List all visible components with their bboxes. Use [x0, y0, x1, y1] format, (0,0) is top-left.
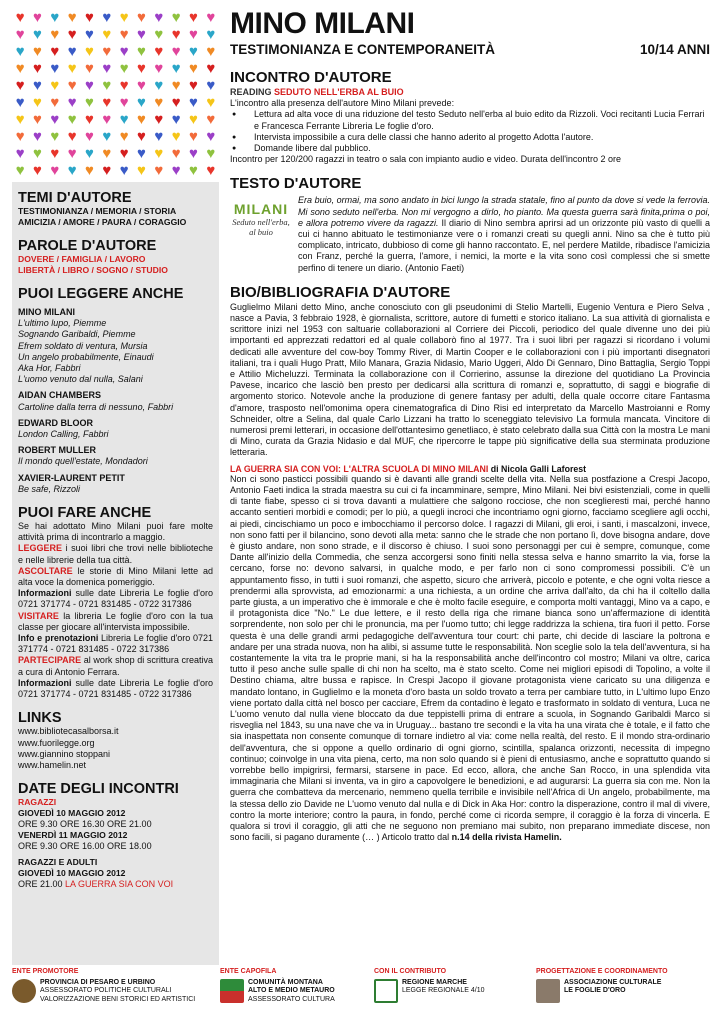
date-time: ORE 21.00: [18, 878, 63, 889]
guerra-author: di Nicola Galli Laforest: [488, 463, 587, 474]
heart-icon: ♥: [67, 111, 77, 128]
temi-heading: TEMI D'AUTORE: [18, 190, 132, 206]
fare-leggere: [18, 543, 213, 565]
footer-label: ENTE CAPOFILA: [220, 968, 277, 975]
testo-body: Il diario di Nino sembra aprirsi ad un orizzonte più vasto di quelli a cui ci hanno abituato le testimonianze vere o i romanzi creati su quegli anni. Nino sa che è tutto più complicato, intricato, dubbioso di come gli hanno raccontato. E, nel perdere Matilde, ribadisce l'amicizia con Franz, perché la guerra, l'amore, i nemici, la morte e la vita sono così complessi che si smette perfino di tenere un diario. (Antonio Faeti): [298, 217, 710, 273]
link-item[interactable]: www.hamelin.net: [18, 759, 87, 770]
heart-icon: ♥: [85, 111, 94, 128]
heart-icon: ♥: [137, 145, 146, 162]
main-column: [230, 8, 710, 843]
heart-icon: ♥: [102, 111, 112, 128]
heart-icon: ♥: [85, 10, 94, 26]
heart-icon: ♥: [206, 162, 216, 176]
heart-icon: ♥: [33, 128, 42, 145]
date-times: ORE 9.30 ORE 16.30 ORE 21.00: [18, 819, 152, 830]
heart-icon: ♥: [50, 128, 60, 145]
book-title: Cartoline dalla terra di nessuno, Fabbri: [18, 401, 174, 412]
fare-text: sulle date Libreria Le foglie d'oro 0721 371774 - 0721 831485 - 0722 317386: [18, 677, 213, 700]
province-emblem-icon: [12, 979, 36, 1003]
heart-icon: ♥: [50, 162, 60, 176]
incontro-intro: L'incontro alla presenza dell'autore Mino Milani prevede:: [230, 98, 455, 109]
fare-key: VISITARE: [18, 610, 59, 621]
heart-icon: ♥: [171, 77, 181, 94]
subtitle-row: [230, 42, 710, 57]
heart-icon: ♥: [33, 77, 42, 94]
heart-icon: ♥: [15, 162, 25, 176]
heart-icon: ♥: [189, 43, 198, 60]
incontro-heading: INCONTRO D'AUTORE: [230, 69, 392, 86]
fare-ascoltare: [18, 566, 213, 588]
heart-icon: ♥: [137, 111, 146, 128]
date-heading: DATE DEGLI INCONTRI: [18, 781, 179, 798]
heart-icon: ♥: [50, 60, 60, 77]
fare-info1: [18, 588, 213, 610]
heart-icon: ♥: [15, 94, 25, 111]
list-item: ● Intervista impossibile a cura delle classi che hanno aderito al progetto Adotta l'autore.: [254, 132, 710, 143]
testo-text: [298, 195, 710, 273]
date-day: VENERDÌ 11 MAGGIO 2012: [18, 830, 128, 841]
heart-icon: ♥: [33, 111, 42, 128]
heart-icon: ♥: [206, 26, 216, 43]
heart-icon: ♥: [171, 10, 181, 26]
heart-icon: ♥: [85, 128, 94, 145]
heart-icon: ♥: [154, 26, 164, 43]
fare-text: Libreria Le foglie d'oro 0721 371774 - 0721 831485 - 0722 317386: [18, 633, 213, 655]
heart-icon: ♥: [206, 60, 216, 77]
temi-line2: AMICIZIA / AMORE / PAURA / CORAGGIO: [18, 217, 187, 227]
temi-line1: TESTIMONIANZA / MEMORIA / STORIA: [18, 206, 177, 216]
fare-key: Informazioni: [18, 588, 72, 599]
book-title: Il mondo quell'estate, Mondadori: [18, 456, 148, 467]
parole-line2: LIBERTÀ / LIBRO / SOGNO / STUDIO: [18, 265, 168, 275]
heart-icon: ♥: [154, 10, 164, 26]
heart-icon: ♥: [154, 111, 164, 128]
testo-heading: TESTO D'AUTORE: [230, 175, 362, 193]
age-range: 10/14 ANNI: [639, 42, 710, 57]
bio-text: Guglielmo Milani detto Mino, anche conosciuto con gli pseudonimi di Stelio Martelli, Eugenio Ventura e Piero Selva , nasce a Pavia, 3 febbraio 1928, è giornalista, scrittore, autore di fumetti e storico italiano. La sua attività di giornalista e scrittore inizi nel 1953 con saltuarie collaborazioni al Corriere dei Piccoli, periodico del quale divenne uno dei più importanti ed apprezzati redattori ed al quale collaborò fino al 1977. Tra i suoi libri per ragazzi si ricordano i volumi dedicati alle avventure del cow-boy Tommy River, di Martin Cooper e le collaborazioni con i più importanti disegnatori italiani, tra i quali Hugo Pratt, Milo Manara, Grazia Nidasio, Mario Uggeri, Aldo Di Gennaro, Dino Battaglia, Sergio Toppi e Attilio Micheluzzi. Terminata la collaborazione con il Corrierino, assunse la direzione del quotidiano La Provincia Pavese, incarico che lasciò ben presto per dedicarsi alla scrittura di romanzi e, soprattutto, di saggi e biografie di argomento storico. Notevole anche la produzione di genere fantasy per adulti, della quale occorre citare Fantasma d'amore, trasposto nell'omonima opera cinematografica di Dino Risi ed interpretato da Marcello Mastroianni e Romy Schneider, oltre a Selina, dal quale Carlo Lizzani ha tratto lo sceneggiato televisivo La formula mancata. Vincitore di numerosi premi letterari, in occasione dell'ottantesimo genetliaco, è stato celebrato dalla sua Città con la mostra Le mani di Mino, curata da Grazia Nidasio e dal MUF, che ripercorre le tappe più significative della sua sterminata produzione letteraria.: [230, 301, 710, 458]
book-author: XAVIER-LAURENT PETIT: [18, 472, 125, 483]
heart-icon: ♥: [102, 43, 112, 60]
heart-icon: ♥: [137, 26, 146, 43]
book-logo: [230, 195, 292, 255]
footer-label: CON IL CONTRIBUTO: [374, 968, 447, 975]
heart-icon: ♥: [171, 128, 181, 145]
heart-icon: ♥: [33, 60, 42, 77]
heart-icon: ♥: [189, 111, 198, 128]
book-title: Aka Hor, Fabbri: [18, 363, 81, 374]
heart-icon: ♥: [50, 43, 60, 60]
heart-icon: ♥: [119, 26, 129, 43]
list-item: ● Lettura ad alta voce di una riduzione del testo Seduto nell'erba al buio edito da Rizzoli. Voci recitanti Lucia Ferrari e Francesca Ferrante Libreria Le foglie d'oro.: [254, 109, 710, 131]
fare-visitare: [18, 611, 213, 633]
heart-icon: ♥: [171, 162, 181, 176]
footer-label: ENTE PROMOTORE: [12, 968, 79, 975]
heart-icon: ♥: [102, 162, 112, 176]
book-title: Un angelo probabilmente, Einaudi: [18, 351, 154, 362]
heart-icon: ♥: [137, 77, 146, 94]
heart-icon: ♥: [189, 10, 198, 26]
heart-icon: ♥: [206, 43, 216, 60]
footer-line: LE FOGLIE D'ORO: [564, 987, 626, 995]
heart-icon: ♥: [206, 111, 216, 128]
footer-name: COMUNITÀ MONTANA: [248, 979, 323, 987]
date-day: GIOVEDÌ 10 MAGGIO 2012: [18, 808, 126, 819]
heart-icon: ♥: [15, 10, 25, 26]
heart-icon: ♥: [50, 145, 60, 162]
fare-key: Informazioni: [18, 677, 72, 688]
testo-block: [230, 195, 710, 273]
fare-heading: PUOI FARE ANCHE: [18, 505, 152, 522]
heart-icon: ♥: [33, 26, 42, 43]
date-event: LA GUERRA SIA CON VOI: [65, 878, 174, 889]
heart-icon: ♥: [119, 10, 129, 26]
heart-icon: ♥: [102, 10, 112, 26]
fare-intro: Se hai adottato Mino Milani puoi fare molte attività prima di incontrarlo a maggio.: [18, 521, 213, 543]
heart-icon: ♥: [50, 10, 60, 26]
heart-icon: ♥: [206, 145, 216, 162]
bio-heading: BIO/BIBLIOGRAFIA D'AUTORE: [230, 283, 451, 301]
fare-text: le storie di Mino Milani lette ad alta voce la domenica pomeriggio.: [18, 565, 213, 588]
heart-icon: ♥: [171, 60, 181, 77]
heart-icon: ♥: [15, 26, 25, 43]
footer-progettazione: [536, 968, 712, 1003]
heart-icon: ♥: [50, 94, 60, 111]
heart-icon: ♥: [189, 94, 198, 111]
book-title: Efrem soldato di ventura, Mursia: [18, 340, 148, 351]
regione-logo-icon: [374, 979, 398, 1003]
footer-contributo: [374, 968, 514, 1003]
parole-line1: DOVERE / FAMIGLIA / LAVORO: [18, 254, 146, 264]
footer-line: ASSESSORATO CULTURA: [248, 995, 335, 1003]
parole-heading: PAROLE D'AUTORE: [18, 238, 157, 254]
book-title: London Calling, Fabbri: [18, 429, 109, 440]
heart-icon: ♥: [154, 60, 164, 77]
heart-icon: ♥: [67, 162, 77, 176]
heart-icon: ♥: [50, 111, 60, 128]
book-logo-title: Seduto nell'erba, al buio: [232, 217, 290, 238]
footer-line: ASSESSORATO POLITICHE CULTURALI: [40, 987, 172, 995]
book-title: L'ultimo lupo, Piemme: [18, 318, 107, 329]
heart-icon: ♥: [50, 77, 60, 94]
heart-icon: ♥: [102, 94, 112, 111]
fare-key: LEGGERE: [18, 543, 63, 554]
hearts-mosaic: [12, 10, 219, 176]
footer: [12, 968, 712, 1022]
date-times: ORE 9.30 ORE 16.00 ORE 18.00: [18, 841, 152, 852]
heart-icon: ♥: [189, 145, 198, 162]
heart-icon: ♥: [33, 145, 42, 162]
heart-icon: ♥: [189, 128, 198, 145]
footer-promotore: [12, 968, 212, 1004]
fare-text: sulle date Libreria Le foglie d'oro 0721 371774 - 0721 831485 - 0722 317386: [18, 588, 213, 610]
heart-icon: ♥: [206, 128, 216, 145]
heart-icon: ♥: [102, 77, 112, 94]
heart-icon: ♥: [119, 162, 129, 176]
fare-key: Info e prenotazioni: [18, 633, 99, 644]
heart-icon: ♥: [102, 60, 112, 77]
sidebar: [12, 182, 219, 965]
heart-icon: ♥: [189, 26, 198, 43]
heart-icon: ♥: [15, 111, 25, 128]
incontro-list: [230, 109, 710, 154]
heart-icon: ♥: [102, 145, 112, 162]
heart-icon: ♥: [33, 162, 42, 176]
heart-icon: ♥: [119, 128, 129, 145]
link-item[interactable]: www.fuorilegge.org: [18, 737, 95, 748]
heart-icon: ♥: [85, 43, 94, 60]
footer-name: PROVINCIA DI PESARO E URBINO: [40, 979, 156, 987]
heart-icon: ♥: [67, 60, 77, 77]
footer-name: ASSOCIAZIONE CULTURALE: [564, 979, 662, 987]
page-title: MINO MILANI: [230, 7, 415, 40]
heart-icon: ♥: [189, 60, 198, 77]
guerra-source: n.14 della rivista Hamelin.: [451, 832, 562, 843]
book-author: AIDAN CHAMBERS: [18, 390, 101, 401]
footer-label: PROGETTAZIONE E COORDINAMENTO: [536, 968, 668, 975]
links-heading: LINKS: [18, 710, 62, 727]
heart-icon: ♥: [33, 94, 42, 111]
fare-info2: [18, 633, 213, 655]
heart-icon: ♥: [206, 10, 216, 26]
fare-text: i suoi libri che trovi nelle biblioteche e nelle librerie della tua città.: [18, 543, 213, 565]
heart-icon: ♥: [33, 10, 42, 26]
link-item[interactable]: www.bibliotecasalborsa.it: [18, 726, 119, 737]
heart-icon: ♥: [15, 128, 25, 145]
left-column: [12, 10, 219, 965]
heart-icon: ♥: [15, 77, 25, 94]
heart-icon: ♥: [154, 128, 164, 145]
fare-partecipare: [18, 655, 213, 677]
heart-icon: ♥: [15, 145, 25, 162]
heart-icon: ♥: [189, 162, 198, 176]
book-title: L'uomo venuto dal nulla, Salani: [18, 374, 143, 385]
incontro-extra: Incontro per 120/200 ragazzi in teatro o sala con impianto audio e video. Durata dell'incontro 2 ore: [230, 154, 621, 165]
heart-icon: ♥: [67, 77, 77, 94]
heart-icon: ♥: [119, 111, 129, 128]
leggere-heading: PUOI LEGGERE ANCHE: [18, 286, 184, 302]
heart-icon: ♥: [67, 128, 77, 145]
guerra-text: [230, 474, 710, 844]
footer-line: ALTO E MEDIO METAURO: [248, 987, 335, 995]
heart-icon: ♥: [119, 94, 129, 111]
heart-icon: ♥: [85, 145, 94, 162]
heart-icon: ♥: [206, 77, 216, 94]
footer-line: LEGGE REGIONALE 4/10: [402, 987, 485, 995]
fare-text: la libreria Le foglie d'oro con la tua classe per giocare all'intervista impossibile.: [18, 610, 213, 632]
heart-icon: ♥: [102, 26, 112, 43]
heart-icon: ♥: [85, 60, 94, 77]
heart-icon: ♥: [67, 145, 77, 162]
footer-capofila: [220, 968, 360, 1004]
reading-title: SEDUTO NELL'ERBA AL BUIO: [274, 87, 404, 97]
heart-icon: ♥: [85, 26, 94, 43]
book-author: EDWARD BLOOR: [18, 417, 93, 428]
heart-icon: ♥: [67, 26, 77, 43]
heart-icon: ♥: [154, 145, 164, 162]
heart-icon: ♥: [137, 162, 146, 176]
heart-icon: ♥: [15, 60, 25, 77]
heart-icon: ♥: [206, 94, 216, 111]
guerra-title: LA GUERRA SIA CON VOI: L'ALTRA SCUOLA DI MINO MILANI: [230, 463, 489, 474]
heart-icon: ♥: [137, 60, 146, 77]
book-author: MINO MILANI: [18, 307, 75, 317]
heart-icon: ♥: [171, 111, 181, 128]
reading-key: READING: [230, 87, 272, 97]
heart-icon: ♥: [15, 43, 25, 60]
testo-quote: Era buio, ormai, ma sono andato in bici lungo la strada statale, fino al punto da dove si vede la ferrovia. Mi sono seduto nell'erba. Non mi vergogno a dirlo, ho pianto. Ma questa guerra sarà finita,prima o poi, e allora potremo vivere da ragazzi.: [298, 195, 710, 228]
guerra-title-row: [230, 464, 710, 474]
heart-icon: ♥: [119, 60, 129, 77]
heart-icon: ♥: [171, 26, 181, 43]
date-ragazzi-adulti: RAGAZZI E ADULTI: [18, 856, 98, 867]
list-item: ● Domande libere dal pubblico.: [254, 143, 710, 154]
book-title: Sognando Garibaldi, Piemme: [18, 329, 136, 340]
heart-icon: ♥: [119, 77, 129, 94]
foglie-doro-logo-icon: [536, 979, 560, 1003]
heart-icon: ♥: [171, 145, 181, 162]
date-ragazzi: RAGAZZI: [18, 797, 57, 808]
heart-icon: ♥: [137, 128, 146, 145]
fare-text: al work shop di scrittura creativa a cura di Antonio Ferrara.: [18, 655, 213, 677]
guerra-body: Non ci sono pasticci possibili quando si è davanti alle grandi scelte della vita. Nella sua postfazione a Crespi Jacopo, Antonio Faeti indica la strada maestra su cui ci fa incamminare, sempre, Mino Milani. Nei bivi esistenziali, come in quelli di tante fiabe, spesso ci si trova davanti a mulattiere che salgono rocciose, che non sceglieresti mai, perché hanno accanto sentieri morbidi e comodi; per lo più, a quegli incroci che incontriamo ogni giorno, facciamo scegliere agli occhi, ai piedi, cincischiamo un poco e imbocchiamo il percorso dolce. I ragazzi di Milani, gli eroi, i santi, i mascalzoni, invece, non sono fatti per il bilancino, sono devoti alla meta: sanno che le strade che non portano lì, dove bisogna andare, dove è giusto andare, non sono strade, e il discorso è chiuso. I suoi sono personaggi per cui è sempre, comunque, come Dante all'inizio della Commedia, che senza accorgersi sono finiti nella stessa selva e hanno smarrito la via, forse la cercano, forse no: devono salvarsi, in qualche modo, e per farlo non ci sono compromessi possibili. C'è un appuntamento fisso, in tutti i suoi romanzi, che aspetto, sicuro che arriverà, piccolo e potente, e che ogni volta riesce a prendermi alla sprovvista, ad emozionarmi: a una richiesta, a un ordine che arriva dall'alto, da chi ha il coltello dalla parte giusta, a un imperativo che è immorale e che è molto facile eseguire, e comporta molti vantaggi, Mino va a capo, e il protagonista dice "No." Le due lettere, e il resto della riga che rimane bianca sono un'affermazione di identità sorprendente, non solo per chi le pronuncia, ma per l'uomo tutto; chi legge raddrizza la schiena, tira fuori il petto. Forse questa è una delle grandi armi pedagogiche dell'avventura tour court: chi parte, chi decide di lasciare la poltrona e andare per una strada nuova, non ha alibi, si assume tutte le responsabilità. Non sceglie solo la tela dell'avventura, si ha costantemente la vita tra le proprie mani, si ha la responsabilità anche dell'incontro col mostro; Milani va oltre, carica tutto il peso anche sulle spalle di chi non ha scelto, ma è stato scelto. Come nei migliori episodi di Topolino, a volte il Destino chiama, altre bussa e rapisce. In Crespi Jacopo il giovane protagonista viene caricato su una diligenza e mandato lontano, in Guglielmo e la moneta d'oro basta un soldo trovato a terra per cambiare tutto, in L'ultimo lupo Enzo viene portato dalla città nel bosco per cacciare, Efrem da contadino è legato e trasformato in soldato di ventura, Luca ne L'uomo venuto dal nulla viene bloccato da due teppistelli prima di entrare a scuola, in Sognando Garibaldi Marco si risveglia nel 1843, su una nave che va in Uruguay... bastano tre secondi e la vita ha una virata che è totale, e il fatto che sia inaspettata non consente comunque di tornare indietro al via: come nella realtà, del resto. E il mondo stra-ordinario dell'avventura, che si oppone a quello ordinario di ogni giorno, scintilla, spalanca orizzonti, necessita di impegno continuo; coinvolge in una vita piena, certo, ma non solo quando si è pieni di entusiasmo, anche e soprattutto quando si vorrebbe bello impigrirsi, fermarsi, starsene in pace. Ed ecco, allora, che anche San Rocco, in una splendida vita immaginaria che Milani si inventa, va in giro a capovolgere le benedizioni, e ad augurarsi: La guerra sia con me. Non la guerra che combatteva da mercenario, nemmeno quella terribile e invisibile nell'Africa di Un angelo, probabilmente, ma la stessa dello zio Davide ne L'uomo venuto dal nulla e di Dick in Aka Hor: contro la disperazione, contro il mal di vivere, contro la morte interiore; contro la paura, in fondo, perché come ci ricorda sempre, il coraggio è la forza di vincerla. E qualora si trovi il coraggio, gli atti che ne seguono non premiano mai subito, non preparano immediate discese, non sono facili, si pagano duramente (… ) Articolo tratto dal: [230, 473, 710, 843]
heart-icon: ♥: [154, 162, 164, 176]
heart-icon: ♥: [119, 145, 129, 162]
fare-key: ASCOLTARE: [18, 565, 73, 576]
heart-icon: ♥: [171, 43, 181, 60]
heart-icon: ♥: [67, 10, 77, 26]
book-logo-name: MILANI: [233, 201, 289, 218]
heart-icon: ♥: [154, 77, 164, 94]
book-author: ROBERT MULLER: [18, 445, 96, 456]
heart-icon: ♥: [171, 94, 181, 111]
heart-icon: ♥: [154, 94, 164, 111]
fare-key: PARTECIPARE: [18, 655, 82, 666]
footer-name: REGIONE MARCHE: [402, 979, 467, 987]
milani-books: [18, 307, 213, 495]
heart-icon: ♥: [85, 77, 94, 94]
reading-line: [230, 87, 710, 98]
heart-icon: ♥: [137, 43, 146, 60]
footer-line: VALORIZZAZIONE BENI STORICI ED ARTISTICI: [40, 995, 196, 1003]
heart-icon: ♥: [119, 43, 129, 60]
heart-icon: ♥: [67, 94, 77, 111]
heart-icon: ♥: [154, 43, 164, 60]
comunita-logo-icon: [220, 979, 244, 1003]
heart-icon: ♥: [33, 43, 42, 60]
heart-icon: ♥: [102, 128, 112, 145]
heart-icon: ♥: [67, 43, 77, 60]
book-title: Be safe, Rizzoli: [18, 483, 81, 494]
heart-icon: ♥: [50, 26, 60, 43]
link-item[interactable]: www.giannino stoppani: [18, 748, 111, 759]
heart-icon: ♥: [137, 10, 146, 26]
heart-icon: ♥: [137, 94, 146, 111]
heart-icon: ♥: [85, 94, 94, 111]
tagline: TESTIMONIANZA E CONTEMPORANEITÀ: [230, 42, 495, 57]
fare-info3: [18, 678, 213, 700]
heart-icon: ♥: [189, 77, 198, 94]
date-day: GIOVEDÌ 10 MAGGIO 2012: [18, 867, 126, 878]
date-times: [18, 879, 213, 890]
heart-icon: ♥: [85, 162, 94, 176]
